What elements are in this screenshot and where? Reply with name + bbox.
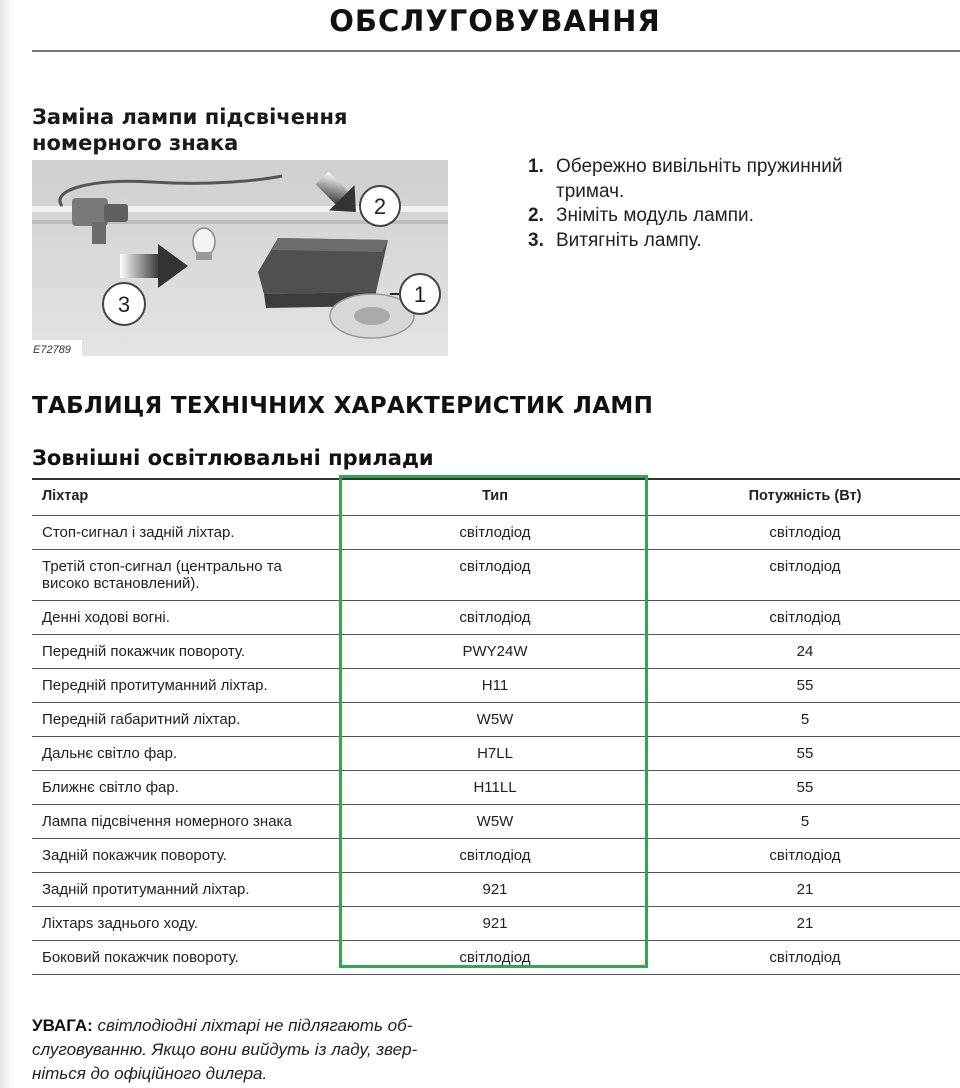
step-number: 3.: [528, 229, 544, 251]
callout-1-label: 1: [413, 282, 427, 307]
cell-lamp: Задній протитуманний ліхтар.: [32, 872, 340, 906]
cell-type: 921: [340, 906, 650, 940]
table-row: [32, 515, 960, 549]
cell-type: світлодіод: [340, 549, 650, 600]
callout-3: [103, 283, 145, 325]
warning-text-line1: світлодіодні ліхтарі не підлягають об-: [97, 1016, 413, 1035]
cell-lamp: Дальнє світло фар.: [32, 736, 340, 770]
instruction-steps: [528, 155, 948, 253]
cell-lamp: Передній габаритний ліхтар.: [32, 702, 340, 736]
cell-lamp: Передній протитуманний ліхтар.: [32, 668, 340, 702]
callout-3-label: 3: [117, 292, 131, 317]
cell-lamp: [32, 549, 340, 600]
cell-lamp: Стоп-сигнал і задній ліхтар.: [32, 515, 340, 549]
cell-lamp-line1: Третій стоп-сигнал (центрально та: [42, 557, 282, 575]
cell-lamp: Задній покажчик повороту.: [32, 838, 340, 872]
license-plate-lamp-illustration: [32, 160, 448, 356]
table-row: [32, 838, 960, 872]
table-row: [32, 770, 960, 804]
warning-label: УВАГА:: [32, 1016, 93, 1035]
step-number: 1.: [528, 156, 544, 177]
table-row: [32, 702, 960, 736]
cell-type: світлодіод: [340, 600, 650, 634]
callout-2: [360, 186, 400, 226]
step-number: 2.: [528, 205, 544, 226]
cell-type: W5W: [340, 804, 650, 838]
bulb-specs-table: [32, 478, 960, 975]
section-title-line2: номерного знака: [32, 131, 239, 155]
cell-power: 21: [650, 906, 960, 940]
cell-type: W5W: [340, 702, 650, 736]
figure-code: E72789: [33, 344, 71, 356]
cell-type: H11: [340, 668, 650, 702]
cell-lamp: Лампа підсвічення номерного знака: [32, 804, 340, 838]
table-row: [32, 549, 960, 600]
cell-power: 55: [650, 668, 960, 702]
step-text: Зніміть модуль лампи.: [556, 205, 754, 226]
warning-text-line2: слуговуванню. Якщо вони вийдуть із ладу, звер-: [32, 1040, 418, 1059]
bulb-shape: [193, 228, 215, 260]
cell-type: H11LL: [340, 770, 650, 804]
column-header-type: Тип: [340, 479, 650, 515]
table-header-row: [32, 479, 960, 515]
spring-clip-shape: [354, 307, 390, 325]
table-subheading: Зовнішні освітлювальні прилади: [32, 446, 434, 470]
cell-power: світлодіод: [650, 600, 960, 634]
cell-lamp: Ліхтарs заднього ходу.: [32, 906, 340, 940]
cell-lamp: Денні ходові вогні.: [32, 600, 340, 634]
column-header-lamp: Ліхтар: [32, 479, 340, 515]
page-edge-shadow: [0, 0, 16, 1088]
table-row: [32, 668, 960, 702]
cell-lamp: Боковий покажчик повороту.: [32, 940, 340, 974]
cell-power: світлодіод: [650, 940, 960, 974]
cell-power: світлодіод: [650, 549, 960, 600]
cell-power: 55: [650, 770, 960, 804]
cell-power: 5: [650, 804, 960, 838]
warning-text-line3: ніться до офіційного дилера.: [32, 1064, 268, 1083]
cell-power: 5: [650, 702, 960, 736]
section-title-line1: Заміна лампи підсвічення: [32, 105, 348, 129]
page-header-title: ОБСЛУГОВУВАННЯ: [329, 4, 661, 38]
callout-2-label: 2: [373, 194, 387, 219]
step-item: [528, 155, 948, 204]
table-row: [32, 634, 960, 668]
table-heading: ТАБЛИЦЯ ТЕХНІЧНИХ ХАРАКТЕРИСТИК ЛАМП: [32, 393, 654, 419]
table-row: [32, 736, 960, 770]
step-text: Витягніть лампу.: [556, 229, 702, 251]
cell-power: 55: [650, 736, 960, 770]
cell-lamp-line2: високо встановлений).: [42, 574, 200, 592]
cell-type: світлодіод: [340, 940, 650, 974]
step-item: [528, 204, 948, 229]
cell-power: світлодіод: [650, 838, 960, 872]
cell-power: 21: [650, 872, 960, 906]
table-row: [32, 940, 960, 974]
table-row: [32, 600, 960, 634]
cell-lamp: Ближнє світло фар.: [32, 770, 340, 804]
cell-lamp: Передній покажчик повороту.: [32, 634, 340, 668]
table-row: [32, 906, 960, 940]
cell-power: світлодіод: [650, 515, 960, 549]
step-item: [528, 229, 948, 254]
cell-type: світлодіод: [340, 515, 650, 549]
cell-type: H7LL: [340, 736, 650, 770]
table-row: [32, 804, 960, 838]
cell-power: 24: [650, 634, 960, 668]
step-text: Обережно вивільніть пружинний: [556, 156, 843, 177]
table-row: [32, 872, 960, 906]
column-header-power: Потужність (Вт): [650, 479, 960, 515]
step-text-cont: тримач.: [556, 180, 625, 202]
cell-type: 921: [340, 872, 650, 906]
warning-note: [32, 1014, 472, 1086]
header-divider: [32, 50, 960, 52]
cell-type: світлодіод: [340, 838, 650, 872]
section-title: [32, 104, 452, 156]
cell-type: PWY24W: [340, 634, 650, 668]
